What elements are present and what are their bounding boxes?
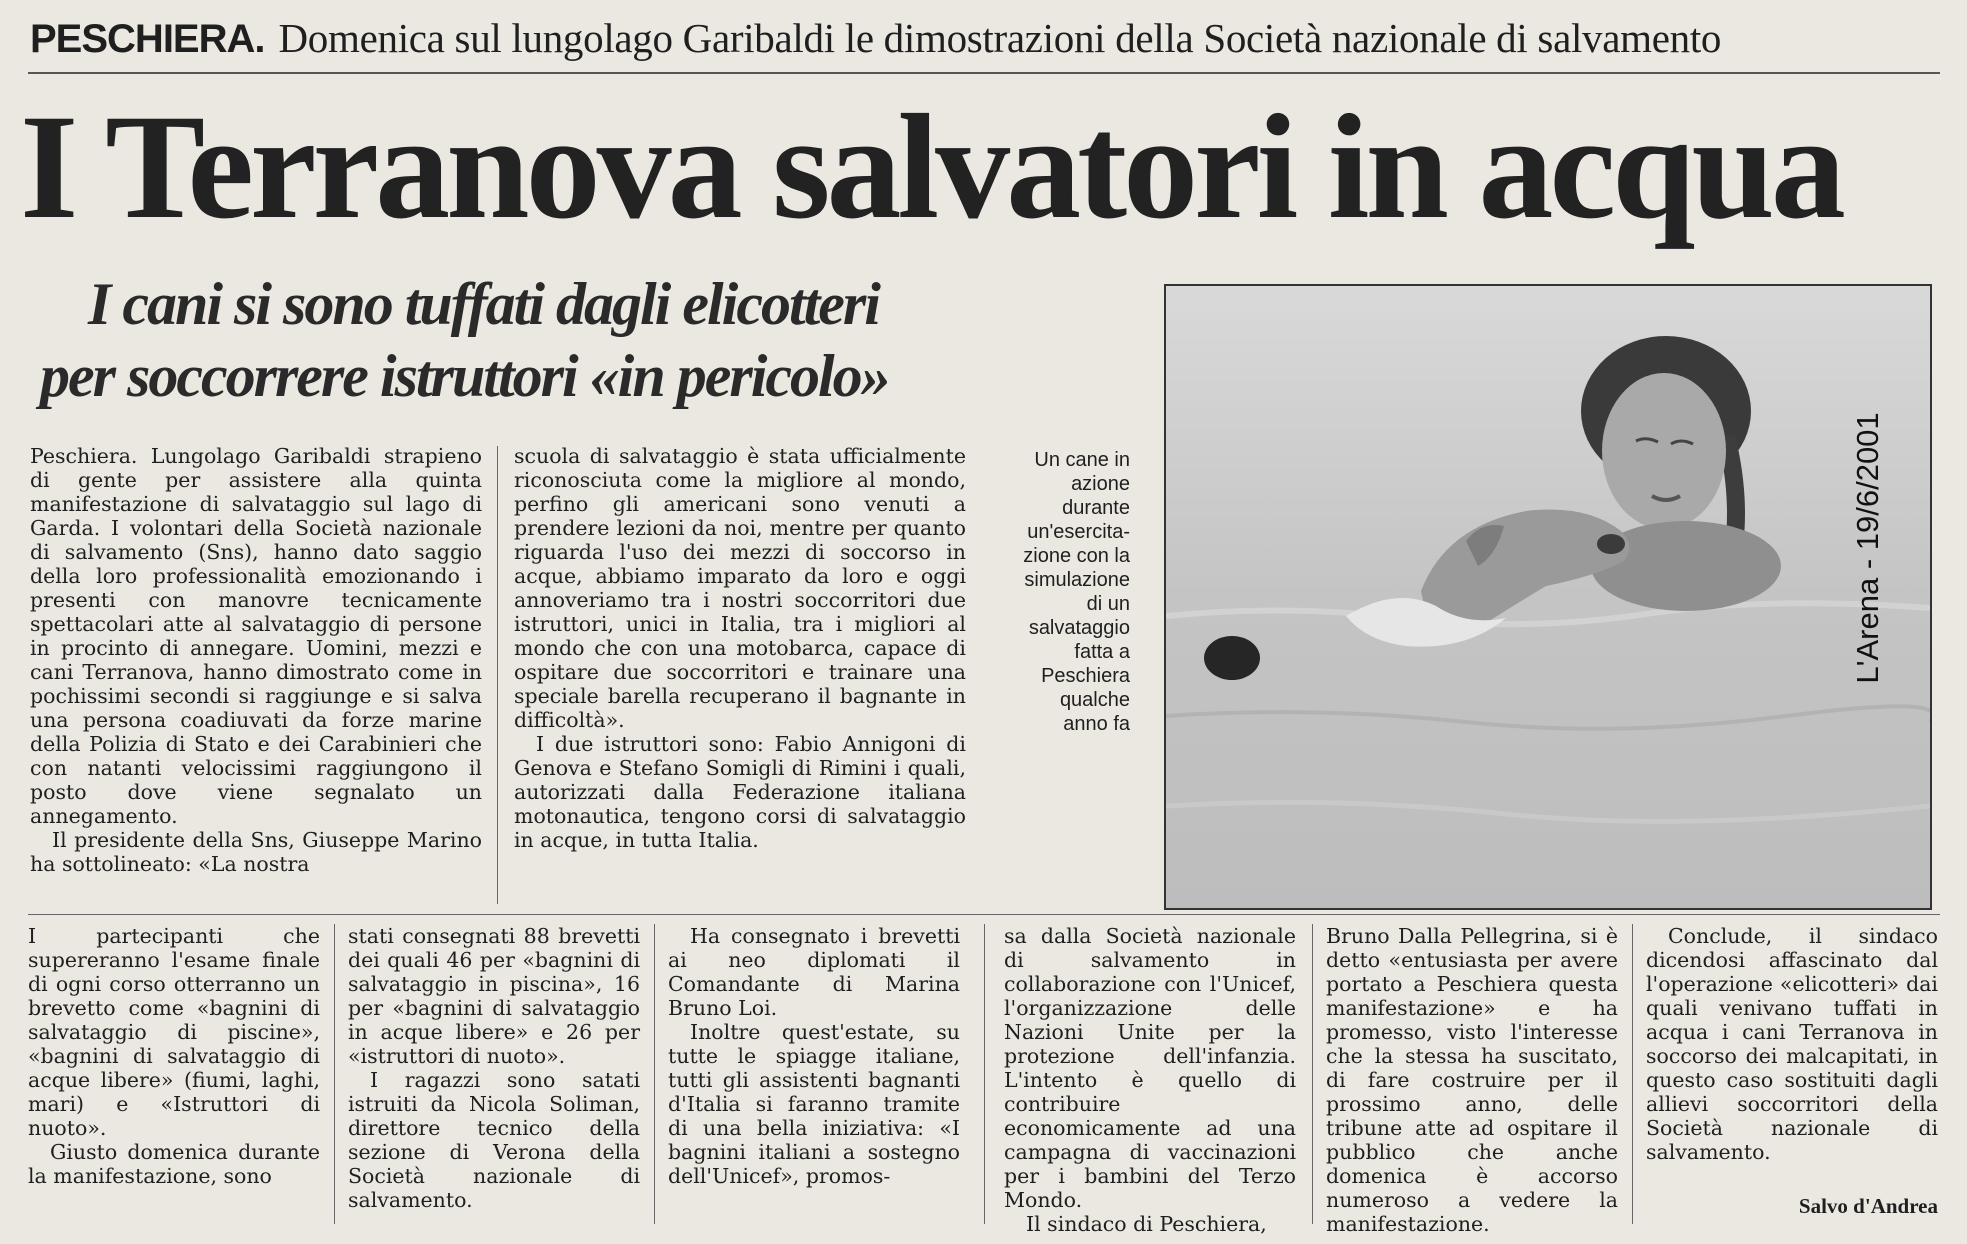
lower-column-2 [348, 924, 640, 1212]
subhead [40, 268, 1140, 412]
lower-column-5 [1326, 924, 1618, 1236]
paragraph: Il sindaco di Peschiera, [1026, 1212, 1267, 1236]
paragraph: Bruno Dalla Pellegrina, si è detto «entusiasta per avere portato a Peschiera questa manifestazione» e ha promesso, visto l'interesse che la stessa ha suscitato, di fare costruire per il prossimo anno, delle tribune atte ad ospitare il pubblico che anche domenica è accorso numeroso a vedere la manifestazione. [1326, 924, 1618, 1236]
byline: Salvo d'Andrea [1798, 1194, 1938, 1218]
paragraph: sa dalla Società nazionale di salvamento in collaborazione con l'Unicef, l'organizzazione delle Nazioni Unite per la protezione dell'infanzia. L'intento è quello di contribuire economicamente ad una campagna di vaccinazioni per i bambini del Terzo Mondo. [1004, 924, 1296, 1212]
caption-line: simulazione [1024, 569, 1130, 591]
lower-column-1 [28, 924, 320, 1188]
caption-line: zione con la [1023, 545, 1130, 567]
caption-line: un'esercita- [1027, 521, 1130, 543]
photo-caption [990, 448, 1130, 736]
section-divider [28, 914, 1940, 915]
upper-column-2 [514, 444, 966, 852]
caption-line: qualche [1059, 689, 1130, 711]
subhead-line-2: per soccorrere istruttori «in pericolo» [40, 343, 889, 409]
upper-column-1 [30, 444, 482, 876]
paragraph: Conclude, il sindaco dicendosi affascinato dal l'operazione «elicotteri» dai quali venivano tuffati in acqua i cani Terranova in soccorso dei malcapitati, in questo caso sostituiti dagli allievi soccorritori della Società nazionale di salvamento. [1646, 924, 1938, 1164]
source-stamp-text: L'Arena - 19/6/2001 [1850, 412, 1885, 684]
paragraph: Il presidente della Sns, Giuseppe Marino ha sottolineato: «La nostra [30, 828, 482, 876]
caption-line: salvataggio [1028, 617, 1130, 639]
caption-line: di un [1086, 593, 1130, 615]
headline: I Terranova salvatori in acqua [20, 84, 1842, 250]
paragraph: scuola di salvataggio è stata ufficialmente riconosciuta come la migliore al mondo, perfino gli americani sono venuti a prendere lezioni da noi, mentre per quanto riguarda l'uso dei mezzi di soccorso in acque, abbiamo imparato da loro e oggi annoveriamo tra i nostri soccorritori due istruttori, unici in Italia, tra i migliori al mondo che con una motobarca, capace di ospitare due soccorritori e trainare una speciale barella recuperano il bagnante in difficoltà». [514, 444, 966, 732]
lower-column-3 [668, 924, 960, 1188]
paragraph: Giusto domenica durante la manifestazione, sono [28, 1140, 320, 1188]
subhead-line-1: I cani si sono tuffati dagli elicotteri [88, 271, 879, 337]
column-divider [654, 924, 655, 1224]
lower-column-6 [1646, 924, 1938, 1164]
paragraph: I due istruttori sono: Fabio Annigoni di Genova e Stefano Somigli di Rimini i quali, autorizzati dalla Federazione italiana motonautica, tengono corsi di salvataggio in acque, in tutta Italia. [514, 732, 966, 852]
paragraph: Inoltre quest'estate, su tutte le spiagge italiane, tutti gli assistenti bagnanti d'Italia si faranno tramite di una bella iniziativa: «I bagnini italiani a sostegno dell'Unicef», promos- [668, 1020, 960, 1188]
column-divider [1312, 924, 1313, 1224]
column-divider [1632, 924, 1633, 1224]
kicker-text: Domenica sul lungolago Garibaldi le dimostrazioni della Società nazionale di salvamento [278, 15, 1722, 61]
caption-line: fatta a [1074, 641, 1130, 663]
paragraph: I partecipanti che supereranno l'esame finale di ogni corso otterranno un brevetto come «bagnini di salvataggio di piscine», «bagnini di salvataggio di acque libere» (fiumi, laghi, mari) e «Istruttori di nuoto». [28, 924, 320, 1140]
paragraph: Peschiera. Lungolago Garibaldi strapieno di gente per assistere alla quinta manifestazione di salvataggio sul lago di Garda. I volontari della Società nazionale di salvamento (Sns), hanno dato saggio della loro professionalità emozionando i presenti con manovre tecnicamente spettacolari atte al salvataggio di persone in procinto di annegare. Uomini, mezzi e cani Terranova, hanno dimostrato come in pochissimi secondi si raggiunge e si salva una persona coadiuvati da forze marine della Polizia di Stato e dei Carabinieri che con natanti velocissimi raggiungono il posto dove viene segnalato un annegamento. [30, 444, 482, 828]
lower-column-4 [1004, 924, 1296, 1236]
kicker [30, 14, 1940, 74]
caption-line: Un cane in [1034, 449, 1130, 471]
paragraph: Ha consegnato i brevetti ai neo diplomati il Comandante di Marina Bruno Loi. [668, 924, 960, 1020]
photo-dog-swimmer [1164, 284, 1932, 910]
paragraph: stati consegnati 88 brevetti dei quali 46 per «bagnini di salvataggio in piscina», 16 per «bagnini di salvataggio in acque libere» e 26 per «istruttori di nuoto». [348, 924, 640, 1068]
kicker-town: PESCHIERA. [30, 17, 265, 61]
caption-line: durante [1062, 497, 1130, 519]
caption-line: azione [1071, 473, 1130, 495]
column-divider [334, 924, 335, 1224]
column-divider [984, 924, 985, 1224]
paragraph: I ragazzi sono satati istruiti da Nicola Soliman, direttore tecnico della sezione di Verona della Società nazionale di salvamento. [348, 1068, 640, 1212]
kicker-divider [28, 72, 1940, 74]
column-divider [497, 446, 498, 904]
caption-line: anno fa [1063, 713, 1130, 735]
caption-line: Peschiera [1041, 665, 1130, 687]
